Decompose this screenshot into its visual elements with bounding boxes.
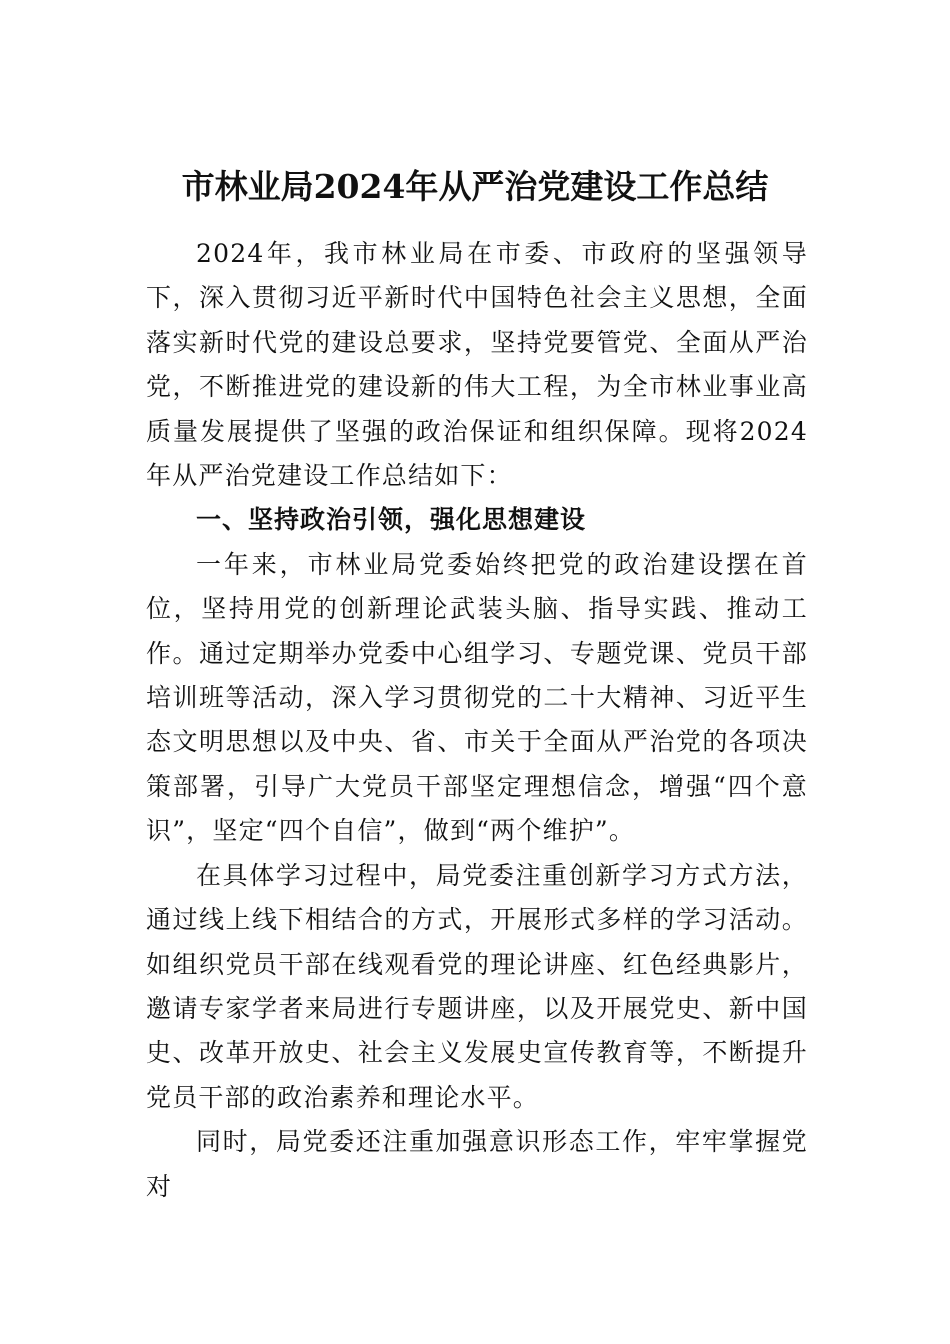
document-body xyxy=(146,232,808,1209)
section-1-paragraph-2: 在具体学习过程中，局党委注重创新学习方式方法，通过线上线下相结合的方式，开展形式多样的学习活动。如组织党员干部在线观看党的理论讲座、红色经典影片，邀请专家学者来局进行专题讲座，以及开展党史、新中国史、改革开放史、社会主义发展史宣传教育等，不断提升党员干部的政治素养和理论水平。 xyxy=(146,860,808,1112)
section-1-paragraph-3: 同时，局党委还注重加强意识形态工作，牢牢掌握党对 xyxy=(146,1127,808,1201)
document-title: 市林业局2024年从严治党建设工作总结 xyxy=(181,167,769,206)
section-1-paragraph-1: 一年来，市林业局党委始终把党的政治建设摆在首位，坚持用党的创新理论武装头脑、指导实践、推动工作。通过定期举办党委中心组学习、专题党课、党员干部培训班等活动，深入学习贯彻党的二十大精神、习近平生态文明思想以及中央、省、市关于全面从严治党的各项决策部署，引导广大党员干部坚定理想信念，增强“四个意识”，坚定“四个自信”，做到“两个维护”。 xyxy=(146,549,808,846)
section-1-heading: 一、坚持政治引领，强化思想建设 xyxy=(196,505,587,535)
intro-paragraph: 2024年，我市林业局在市委、市政府的坚强领导下，深入贯彻习近平新时代中国特色社会主义思想，全面落实新时代党的建设总要求，坚持党要管党、全面从严治党，不断推进党的建设新的伟大工程，为全市林业事业高质量发展提供了坚强的政治保证和组织保障。现将2024年从严治党建设工作总结如下： xyxy=(146,239,808,491)
